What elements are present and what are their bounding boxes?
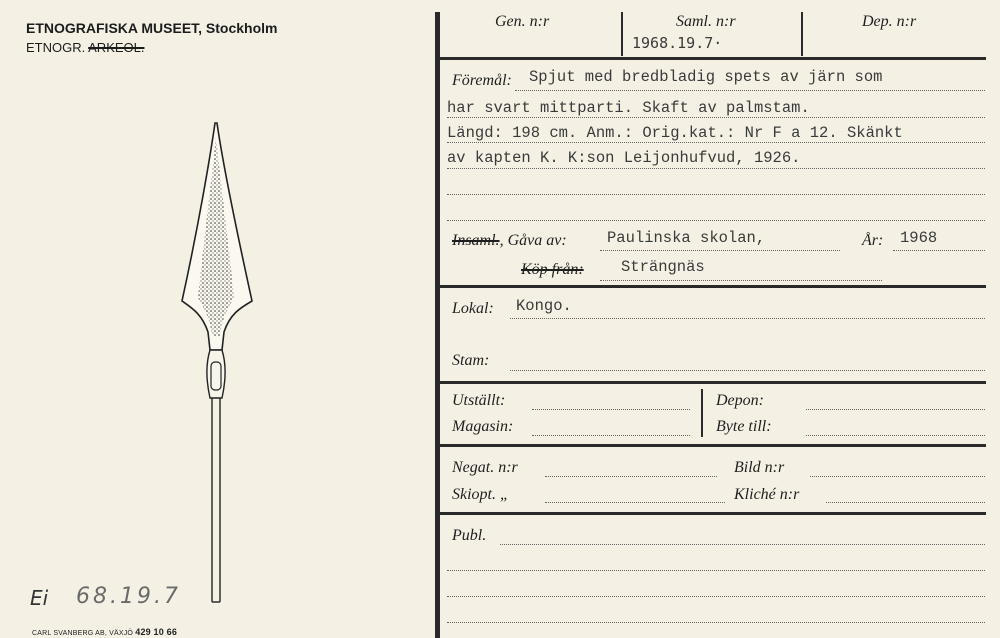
dep-label: Dep. n:r — [862, 13, 917, 30]
dotted-line — [826, 502, 985, 503]
divider — [440, 444, 986, 447]
dotted-line — [545, 476, 717, 477]
ar-label: År: — [862, 232, 884, 249]
divider — [801, 12, 803, 56]
dotted-line — [806, 409, 985, 410]
dotted-line — [500, 544, 985, 545]
object-line-4: av kapten K. K:son Leijonhufvud, 1926. — [447, 149, 801, 167]
object-label: Föremål: — [452, 72, 512, 89]
dotted-line — [447, 117, 985, 118]
divider — [440, 57, 986, 60]
dotted-line — [447, 168, 985, 169]
kop-label: Köp från: — [521, 261, 584, 278]
printer-imprint — [32, 627, 177, 637]
department-line — [26, 40, 145, 55]
object-line-2: har svart mittparti. Skaft av palmstam. — [447, 99, 810, 117]
gava-label: , Gåva av: — [499, 232, 567, 249]
acquisition-line — [452, 232, 567, 250]
gen-label: Gen. n:r — [495, 13, 550, 30]
divider — [440, 381, 986, 384]
ar-value: 1968 — [900, 229, 938, 247]
insaml-label: Insaml. — [452, 232, 500, 249]
dotted-line — [810, 476, 985, 477]
dotted-line — [447, 596, 985, 597]
dotted-line — [532, 435, 690, 436]
gava-value: Paulinska skolan, — [607, 229, 766, 247]
dotted-line — [447, 220, 985, 221]
dotted-line — [600, 280, 882, 281]
handwritten-mark: Ei — [30, 586, 49, 610]
negat-label: Negat. n:r — [452, 459, 518, 476]
lokal-label: Lokal: — [452, 300, 494, 317]
divider — [440, 512, 986, 515]
kliche-label: Kliché n:r — [734, 486, 800, 503]
skiopt-label: Skiopt. „ — [452, 486, 509, 503]
saml-value: 1968.19.7· — [632, 34, 723, 52]
utstallt-label: Utställt: — [452, 392, 506, 409]
divider — [701, 389, 703, 437]
kop-value: Strängnäs — [621, 258, 705, 276]
handwritten-number: 68.19.7 — [76, 584, 181, 609]
byte-label: Byte till: — [716, 418, 772, 435]
divider — [621, 12, 623, 56]
dotted-line — [447, 142, 985, 143]
museum-title: ETNOGRAFISKA MUSEET, Stockholm — [26, 20, 278, 36]
saml-label: Saml. n:r — [676, 13, 736, 30]
dotted-line — [545, 502, 725, 503]
publ-label: Publ. — [452, 527, 487, 544]
dotted-line — [510, 318, 985, 319]
dotted-line — [510, 370, 985, 371]
stam-label: Stam: — [452, 352, 490, 369]
object-line-3: Längd: 198 cm. Anm.: Orig.kat.: Nr F a 12. Skänkt — [447, 124, 903, 142]
divider — [440, 285, 986, 288]
depon-label: Depon: — [716, 392, 764, 409]
card-left-border — [435, 12, 440, 638]
department-struck: ARKEOL. — [88, 40, 145, 55]
lokal-value: Kongo. — [516, 297, 572, 315]
dotted-line — [515, 90, 985, 91]
bild-label: Bild n:r — [734, 459, 785, 476]
dotted-line — [532, 409, 690, 410]
dotted-line — [447, 570, 985, 571]
dotted-line — [806, 435, 985, 436]
printer-text: CARL SVANBERG AB, VÄXJÖ — [32, 630, 134, 637]
printer-code: 429 10 66 — [135, 627, 178, 637]
magasin-label: Magasin: — [452, 418, 514, 435]
dotted-line — [447, 622, 985, 623]
dotted-line — [447, 194, 985, 195]
department-prefix: ETNOGR. — [26, 40, 86, 55]
object-line-1: Spjut med bredbladig spets av järn som — [529, 68, 883, 86]
dotted-line — [600, 250, 840, 251]
dotted-line — [893, 250, 985, 251]
spear-illustration — [170, 118, 270, 608]
